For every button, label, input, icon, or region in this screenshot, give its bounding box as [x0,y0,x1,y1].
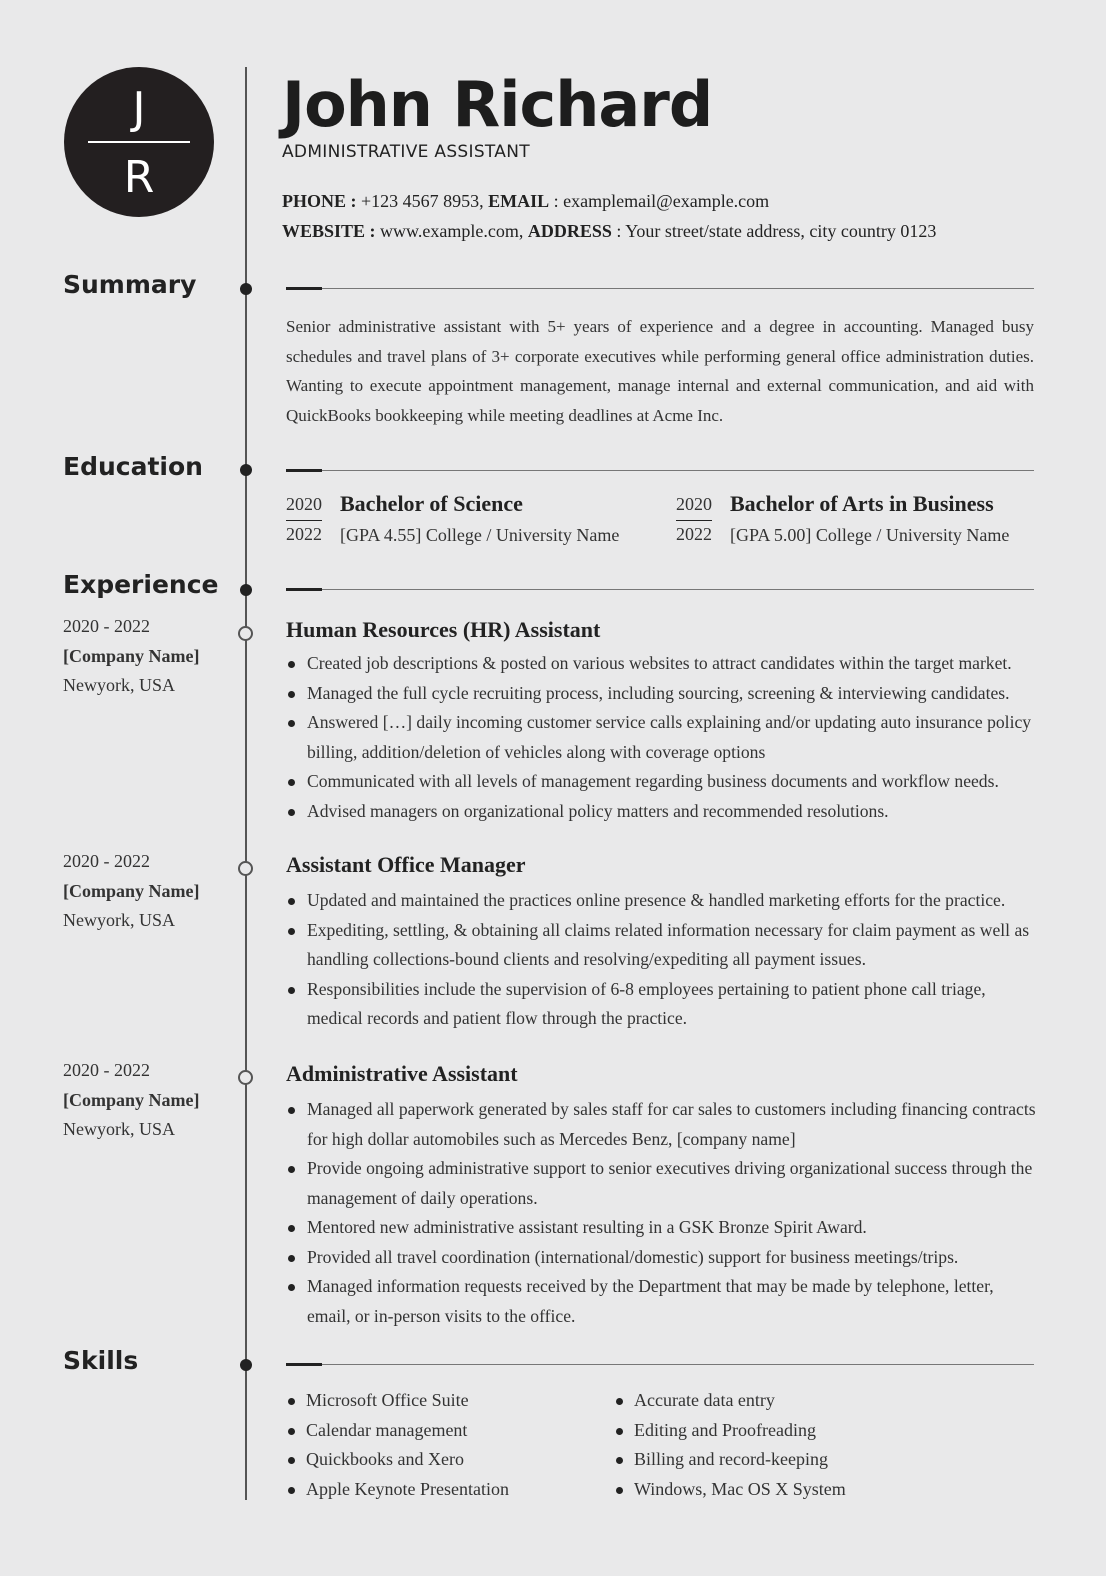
job-1-bullets [286,649,1038,826]
email-value: : examplemail@example.com [553,191,770,211]
skill-item: Quickbooks and Xero [286,1445,509,1475]
timeline-node-job-3 [238,1070,253,1085]
section-rule-skills [286,1364,1034,1365]
edu-year-divider [676,520,712,521]
edu-degree: Bachelor of Science [340,491,523,516]
initial-last: R [123,152,155,203]
timeline-dot-skills [240,1359,252,1371]
timeline-dot-education [240,464,252,476]
skill-item: Editing and Proofreading [614,1416,846,1446]
skill-item: Calendar management [286,1416,509,1446]
list-item: Managed all paperwork generated by sales staff for car sales to customers including financing contracts for high dollar automobiles such as Mercedes Benz, [company name] [286,1095,1038,1154]
edu-year-start: 2020 [676,494,712,514]
timeline-node-job-1 [238,626,253,641]
job-company: [Company Name] [63,880,200,901]
list-item: Advised managers on organizational policy matters and recommended resolutions. [286,797,1038,827]
website-value: www.example.com, [380,221,524,241]
list-item: Expediting, settling, & obtaining all claims related information necessary for claim payment as well as handling collections-bound clients and resolving/expediting all payment issues. [286,916,1038,975]
skills-list-right [614,1386,846,1504]
list-item: Responsibilities include the supervision of 6-8 employees pertaining to patient phone call triage, medical records and patient flow through the practice. [286,975,1038,1034]
candidate-name: John Richard [282,68,713,141]
job-1-title: Human Resources (HR) Assistant [286,617,601,642]
job-2-meta [63,847,200,936]
initial-first: J [132,83,146,134]
section-rule-education [286,470,1034,471]
timeline-node-job-2 [238,861,253,876]
list-item: Provided all travel coordination (international/domestic) support for business meetings/trips. [286,1243,1038,1273]
timeline-line [245,67,247,1500]
edu-degree: Bachelor of Arts in Business [730,491,994,516]
edu-detail: [GPA 5.00] College / University Name [730,525,1010,545]
phone-label: PHONE : [282,191,357,211]
skill-item: Billing and record-keeping [614,1445,846,1475]
edu-year-end: 2022 [676,524,712,544]
section-title-experience: Experience [63,570,219,599]
section-title-skills: Skills [63,1346,139,1375]
section-title-summary: Summary [63,270,197,299]
job-3-title: Administrative Assistant [286,1061,518,1086]
skill-item: Apple Keynote Presentation [286,1475,509,1505]
address-label: ADDRESS [527,221,612,241]
phone-value: +123 4567 8953, [361,191,484,211]
job-location: Newyork, USA [63,910,175,930]
skill-item: Microsoft Office Suite [286,1386,509,1416]
website-label: WEBSITE : [282,221,376,241]
address-value: : Your street/state address, city country 0123 [616,221,937,241]
candidate-title: ADMINISTRATIVE ASSISTANT [282,142,530,162]
skills-list-left [286,1386,509,1504]
edu-year-start: 2020 [286,494,322,514]
job-2-title: Assistant Office Manager [286,852,526,877]
monogram-avatar [64,67,214,217]
edu-year-end: 2022 [286,524,322,544]
contact-line-1 [282,191,769,212]
summary-text: Senior administrative assistant with 5+ years of experience and a degree in accounting. Managed busy schedules and travel plans of 3+ corporate executives while performing general office administration duties. Wanting to execute appointment management, manage internal and external communication, and aid with QuickBooks bookkeeping while meeting deadlines at Acme Inc. [286,317,1034,425]
job-2-bullets [286,886,1038,1034]
list-item: Provide ongoing administrative support to senior executives driving organizational success through the management of daily operations. [286,1154,1038,1213]
job-1-meta [63,612,200,701]
list-item: Managed information requests received by the Department that may be made by telephone, letter, email, or in-person visits to the office. [286,1272,1038,1331]
list-item: Communicated with all levels of management regarding business documents and workflow needs. [286,767,1038,797]
list-item: Updated and maintained the practices online presence & handled marketing efforts for the practice. [286,886,1038,916]
skill-item: Windows, Mac OS X System [614,1475,846,1505]
list-item: Managed the full cycle recruiting process, including sourcing, screening & interviewing candidates. [286,679,1038,709]
job-dates: 2020 - 2022 [63,851,150,871]
job-company: [Company Name] [63,645,200,666]
monogram-divider [88,141,190,143]
section-rule-summary [286,288,1034,289]
contact-line-2 [282,221,936,242]
email-label: EMAIL [488,191,550,211]
timeline-dot-summary [240,283,252,295]
list-item: Mentored new administrative assistant resulting in a GSK Bronze Spirit Award. [286,1213,1038,1243]
edu-year-divider [286,520,322,521]
job-dates: 2020 - 2022 [63,616,150,636]
list-item: Created job descriptions & posted on various websites to attract candidates within the target market. [286,649,1038,679]
timeline-dot-experience [240,584,252,596]
job-3-bullets [286,1095,1038,1331]
job-company: [Company Name] [63,1089,200,1110]
job-location: Newyork, USA [63,1119,175,1139]
list-item: Answered […] daily incoming customer service calls explaining and/or updating auto insurance policy billing, addition/deletion of vehicles along with coverage options [286,708,1038,767]
skill-item: Accurate data entry [614,1386,846,1416]
job-dates: 2020 - 2022 [63,1060,150,1080]
section-rule-experience [286,589,1034,590]
section-title-education: Education [63,452,203,481]
job-location: Newyork, USA [63,675,175,695]
edu-detail: [GPA 4.55] College / University Name [340,525,620,545]
job-3-meta [63,1056,200,1145]
